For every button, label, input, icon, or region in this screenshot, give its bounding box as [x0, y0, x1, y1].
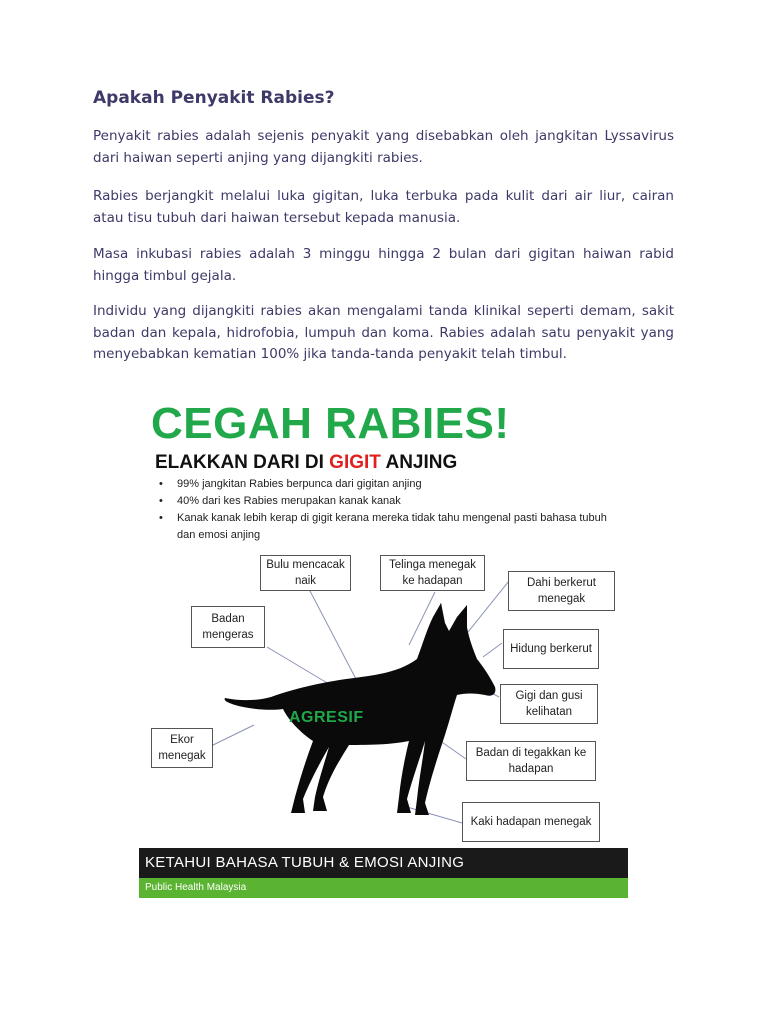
poster-bullet: • 40% dari kes Rabies merupakan kanak kanak: [155, 493, 615, 510]
callout-hidung: Hidung berkerut: [503, 629, 599, 669]
callout-kaki: Kaki hadapan menegak: [462, 802, 600, 842]
poster-subtitle-highlight: GIGIT: [329, 452, 381, 473]
poster-bullet: • 99% jangkitan Rabies berpunca dari gigitan anjing: [155, 476, 615, 493]
callout-telinga: Telinga menegak ke hadapan: [380, 555, 485, 591]
poster-footer-main: KETAHUI BAHASA TUBUH & EMOSI ANJING: [139, 848, 628, 878]
paragraph-symptoms: Individu yang dijangkiti rabies akan mengalami tanda klinikal seperti demam, sakit badan dan kepala, hidrofobia, lumpuh dan koma. Rabies adalah satu penyakit yang menyebabkan kematian 100% jika tanda-tanda penyakit telah timbul.: [93, 303, 674, 362]
leader-line: [309, 589, 357, 681]
paragraph-transmission: Rabies berjangkit melalui luka gigitan, luka terbuka pada kulit dari air liur, cairan atau tisu tubuh dari haiwan tersebut kepada manusia.: [93, 188, 674, 226]
paragraph-incubation: Masa inkubasi rabies adalah 3 minggu hingga 2 bulan dari gigitan haiwan rabid hingga timbul gejala.: [93, 246, 674, 284]
paragraph-definition: Penyakit rabies adalah sejenis penyakit yang disebabkan oleh jangkitan Lyssavirus dari haiwan seperti anjing yang dijangkiti rabies.: [93, 128, 674, 166]
dog-emotion-label: AGRESIF: [289, 709, 364, 726]
poster-bullet: • Kanak kanak lebih kerap di gigit kerana mereka tidak tahu mengenal pasti bahasa tubuh dan emosi anjing: [155, 510, 615, 544]
poster-title: CEGAH RABIES!: [151, 399, 510, 448]
callout-ekor: Ekor menegak: [151, 728, 213, 768]
callout-badan-mengeras: Badan mengeras: [191, 606, 265, 648]
poster-subtitle-post: ANJING: [380, 452, 458, 473]
rabies-poster: [139, 395, 628, 900]
dog-ear-left: [431, 603, 445, 627]
callout-bulu: Bulu mencacak naik: [260, 555, 351, 591]
callout-badan-tegak: Badan di tegakkan ke hadapan: [466, 741, 596, 781]
leader-line: [483, 643, 502, 657]
callout-dahi: Dahi berkerut menegak: [508, 571, 615, 611]
callout-gigi: Gigi dan gusi kelihatan: [500, 684, 598, 724]
page-title: Apakah Penyakit Rabies?: [93, 88, 335, 108]
poster-footer-source: Public Health Malaysia: [139, 878, 628, 898]
poster-subtitle-pre: ELAKKAN DARI DI: [155, 452, 330, 473]
leader-line: [209, 725, 254, 747]
